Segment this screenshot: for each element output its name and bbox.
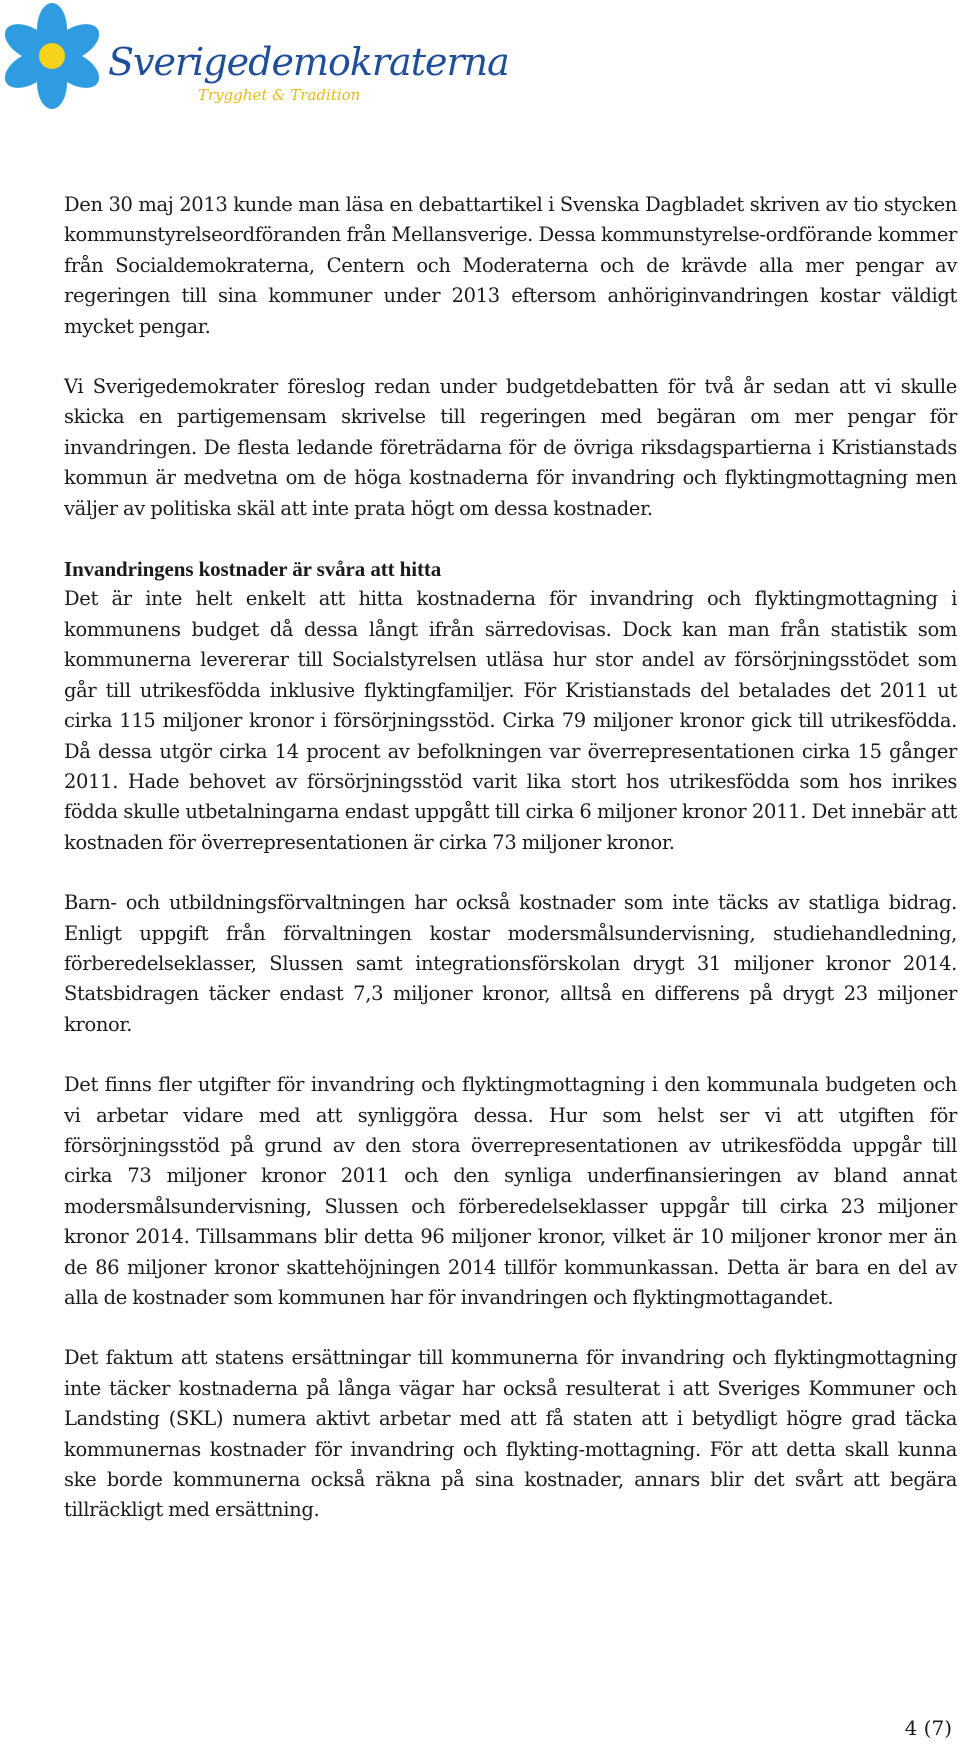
section-heading: Invandringens kostnader är svåra att hitta xyxy=(64,557,442,582)
page-number: 4 (7) xyxy=(904,1716,952,1740)
flower-center xyxy=(39,43,65,69)
paragraph: Det är inte helt enkelt att hitta kostnaderna för invandring och flyktingmottagning i kommunens budget då dessa långt ifrån särredovisas. Dock kan man från statistik som kommunerna levererar till Socialstyrelsen utläsa hur stor andel av försörjningsstödet som går till utrikesfödda inklusive flyktingfamiljer. För Kristianstads del betalades det 2011 ut cirka 115 miljoner kronor i försörjningsstöd. Cirka 79 miljoner kronor gick till utrikesfödda. Då dessa utgör cirka 14 procent av befolkningen var överrepresentationen cirka 15 gånger 2011. Hade behovet av försörjningsstöd varit lika stort hos utrikesfödda som hos inrikes födda skulle utbetalningarna endast uppgått till cirka 6 miljoner kronor 2011. Det innebär att kostnaden för överrepresentationen är cirka 73 miljoner kronor. xyxy=(64,587,957,854)
paragraph: Det finns fler utgifter för invandring och flyktingmottagning i den kommunala budgeten och vi arbetar vidare med att synliggöra dessa. Hur som helst ser vi att utgiften för försörjningsstöd på grund av den stora överrepresentationen av utrikesfödda uppgår till cirka 73 miljoner kronor 2011 och den synliga underfinansieringen av bland annat modersmålsundervisning, Slussen och förberedelseklasser uppgår till cirka 23 miljoner kronor 2014. Tillsammans blir detta 96 miljoner kronor, vilket är 10 miljoner kronor mer än de 86 miljoner kronor skattehöjningen 2014 tillför kommunkassan. Detta är bara en del av alla de kostnader som kommunen har för invandringen och flyktingmottagandet. xyxy=(64,1073,957,1309)
flower-logo-icon xyxy=(2,2,106,110)
paragraph: Den 30 maj 2013 kunde man läsa en debattartikel i Svenska Dagbladet skriven av tio stycken kommunstyrelseordföranden från Mellansverige. Dessa kommunstyrelse-ordförande kommer från Socialdemokraterna, Centern och Moderaterna och de krävde alla mer pengar av regeringen till sina kommuner under 2013 eftersom anhöriginvandringen kostar väldigt mycket pengar. xyxy=(64,193,957,338)
paragraph: Det faktum att statens ersättningar till kommunerna för invandring och flyktingmottagning inte täcker kostnaderna på långa vägar har också resulterat i att Sveriges Kommuner och Landsting (SKL) numera aktivt arbetar med att få staten att i betydligt högre grad täcka kommunernas kostnader för invandring och flykting-mottagning. För att detta skall kunna ske borde kommunerna också räkna på sina kostnader, annars blir det svårt att begära tillräckligt med ersättning. xyxy=(64,1346,957,1522)
paragraph: Vi Sverigedemokrater föreslog redan under budgetdebatten för två år sedan att vi skulle skicka en partigemensam skrivelse till regeringen med begäran om mer pengar för invandringen. De flesta ledande företrädarna för de övriga riksdagspartierna i Kristianstads kommun är medvetna om de höga kostnaderna för invandring och flyktingmottagning men väljer av politiska skäl att inte prata högt om dessa kostnader. xyxy=(64,375,957,520)
party-logo xyxy=(0,0,509,118)
logo-tagline: Trygghet & Tradition xyxy=(198,86,361,104)
paragraph: Barn- och utbildningsförvaltningen har också kostnader som inte täcks av statliga bidrag. Enligt uppgift från förvaltningen kostar modersmålsundervisning, studiehandledning, förberedelseklasser, Slussen samt integrationsförskolan drygt 31 miljoner kronor 2014. Statsbidragen täcker endast 7,3 miljoner kronor, alltså en differens på drygt 23 miljoner kronor. xyxy=(64,891,957,1036)
logo-wordmark: Sverigedemokraterna xyxy=(108,40,509,84)
document-body xyxy=(64,190,957,1556)
